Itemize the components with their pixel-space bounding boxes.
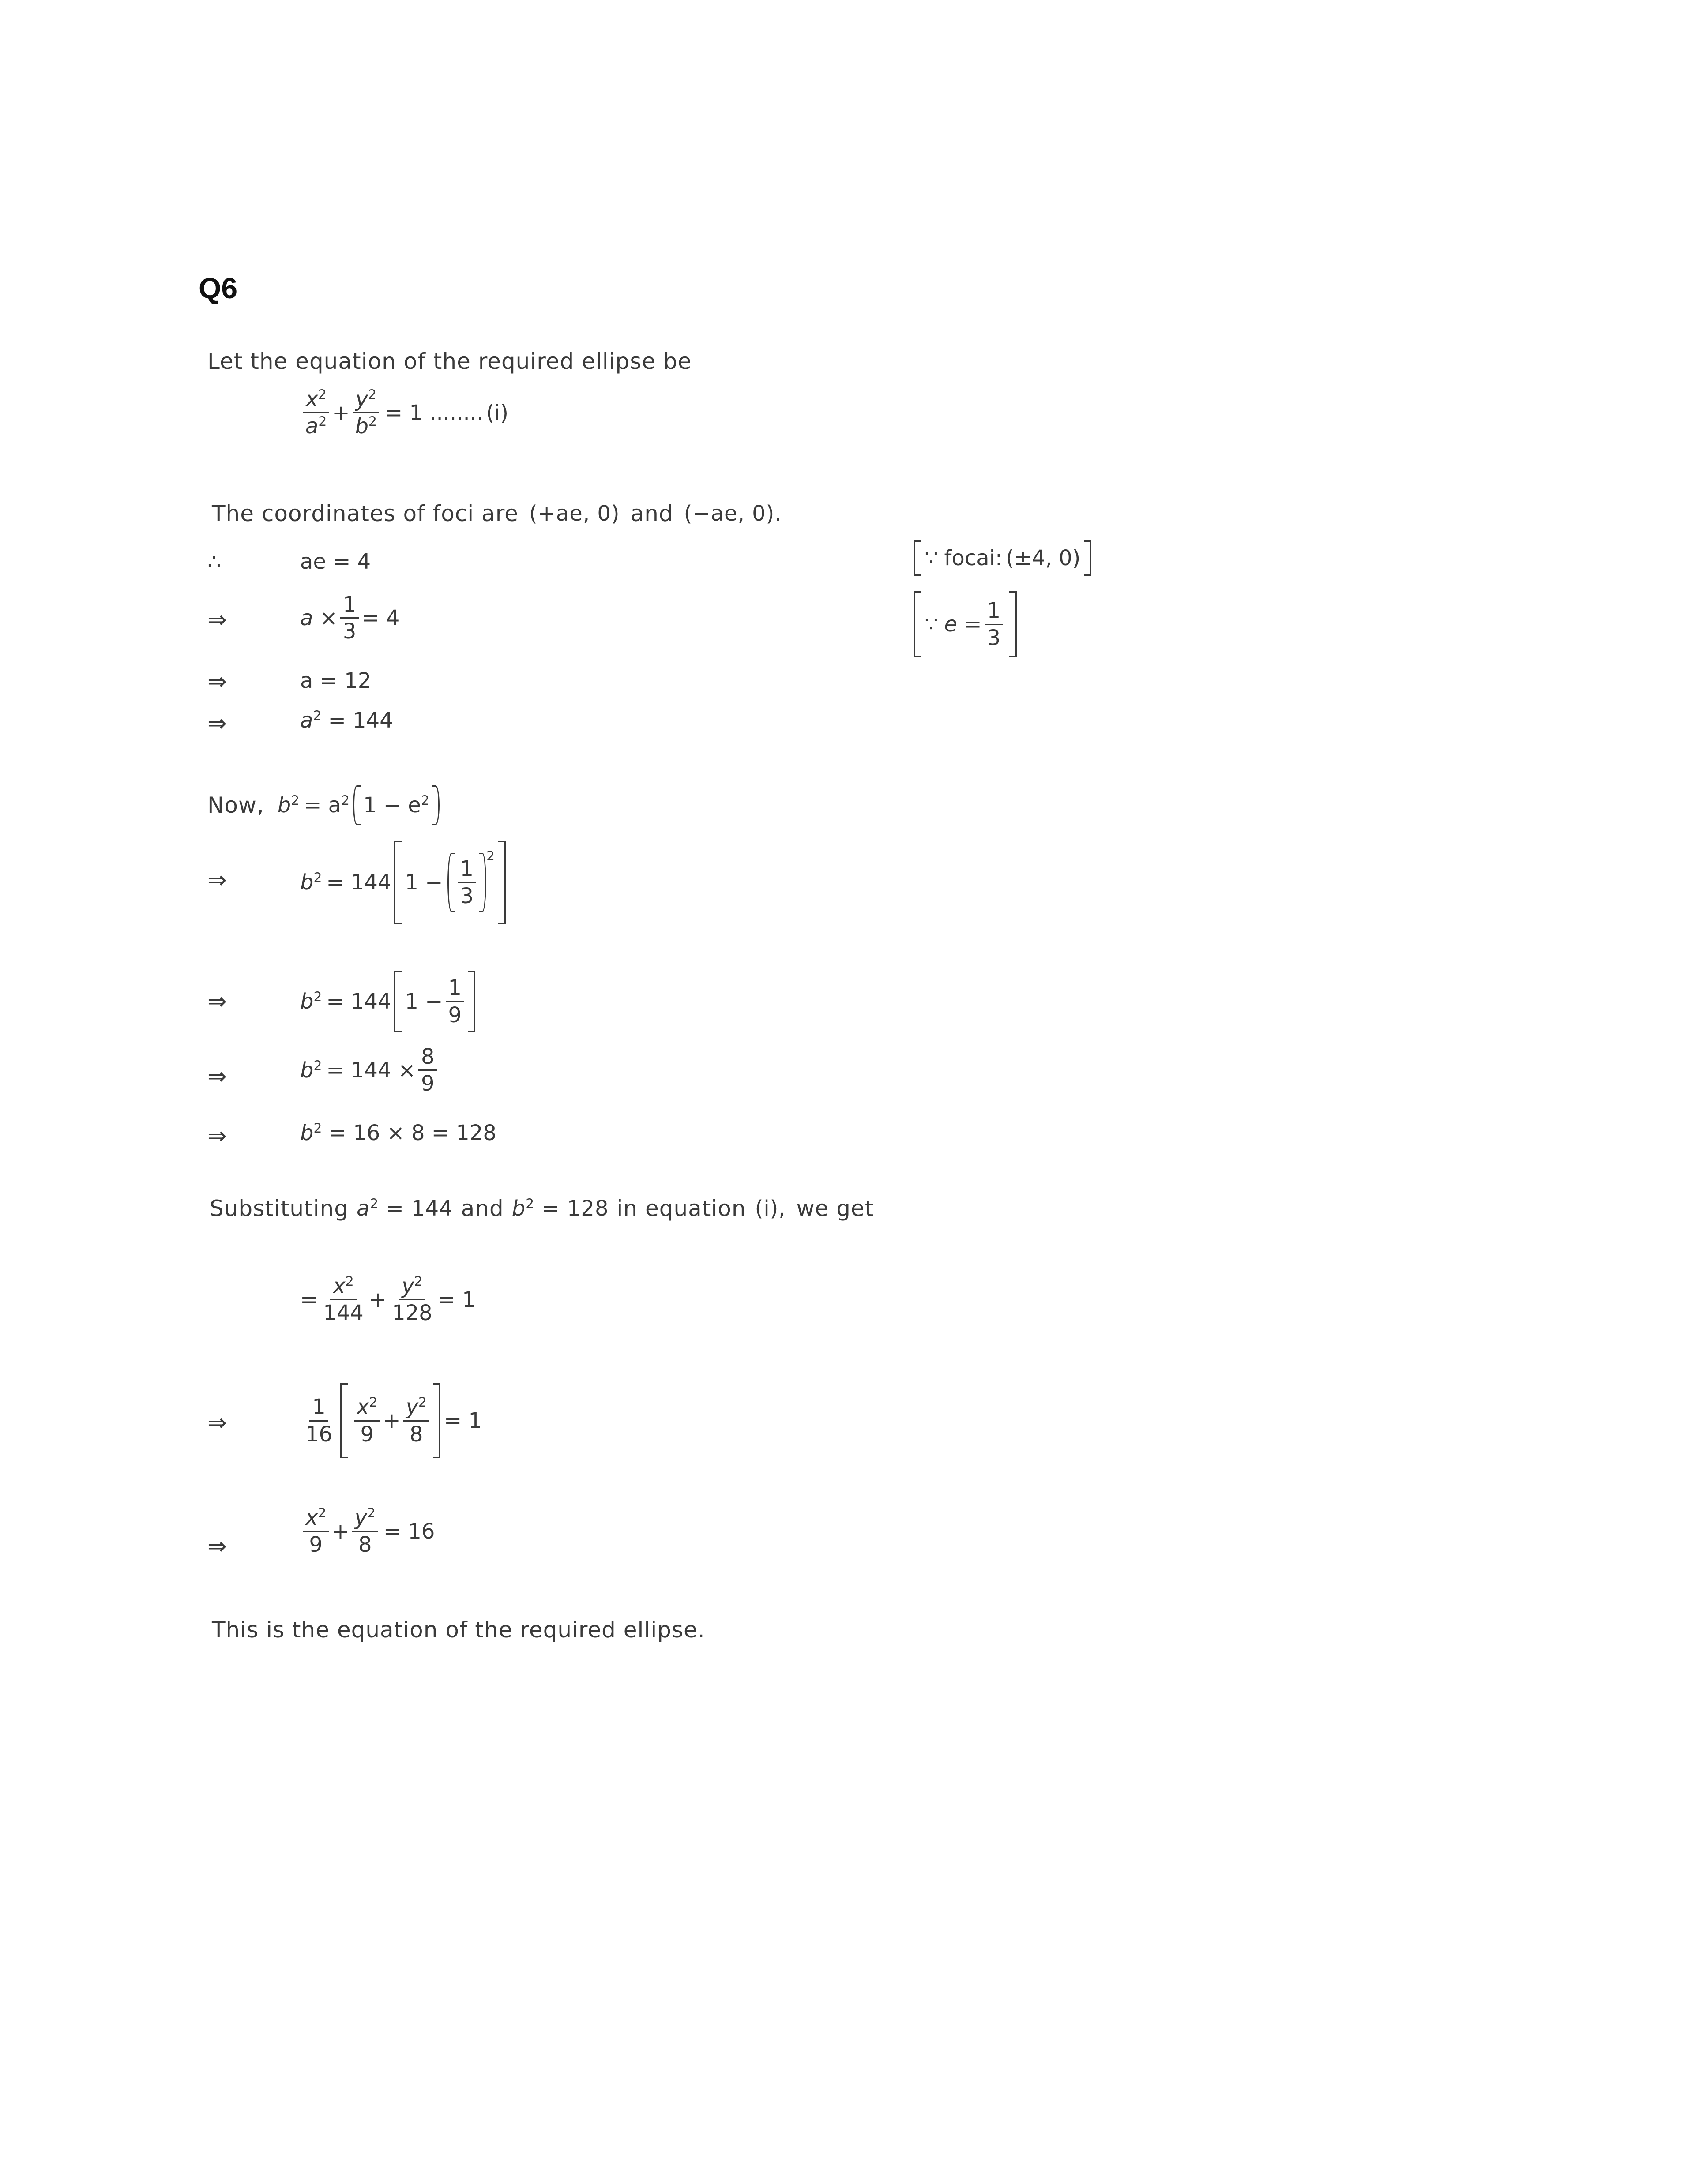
implies-arrow: ⇒ — [207, 668, 227, 695]
implies-arrow: ⇒ — [207, 1123, 227, 1149]
step-ae: ae = 4 — [300, 549, 371, 574]
final-equation: $\frac{x^2}{9}$ + $\frac{y^2}{8}$ = 16 — [300, 1507, 435, 1556]
result-equation-1: = $\frac{x^2}{144}$ + $\frac{y^2}{128}$ = 1 — [300, 1274, 476, 1326]
therefore-symbol: ∴ — [207, 549, 221, 574]
step-b2-result: $b^2 = 16 \times 8 = 128$ — [300, 1121, 496, 1145]
reason-foci: ∵ focai: (±4, 0) — [914, 540, 1091, 576]
step-a12: a = 12 — [300, 668, 372, 693]
ellipse-equation-i: $\frac{x^2}{a^2}$ + $\frac{y^2}{b^2}$ = 1 ........ (i) — [300, 388, 508, 438]
implies-arrow: ⇒ — [207, 1063, 227, 1090]
equation-tag: (i) — [486, 400, 509, 425]
step-b2-simplify: $b^2$ = 144 1 − $\frac{1}{9}$ — [300, 971, 475, 1032]
result-equation-2: $\frac{1}{16}$ $\frac{x^2}{9}$ + $\frac{y^2}{8}$ = 1 — [300, 1383, 482, 1458]
step-a-times-third: a × $\frac{1}{3}$ = 4 — [300, 592, 400, 644]
question-title: Q6 — [199, 272, 238, 304]
substitution-sentence: Substituting $a^2 = 144$ and $b^2 = 128$ in equation (i), we get — [210, 1196, 874, 1221]
implies-arrow: ⇒ — [207, 607, 227, 633]
foci-sentence: The coordinates of foci are (+ae, 0) and (−ae, 0). — [212, 501, 782, 526]
implies-arrow: ⇒ — [207, 867, 227, 893]
step-b2-times: $b^2$ = 144 × $\frac{8}{9}$ — [300, 1046, 440, 1095]
step-a-squared: $a^2 = 144$ — [300, 708, 393, 733]
implies-arrow: ⇒ — [207, 988, 227, 1015]
step-b2-substitute: $b^2$ = 144 1 − $\frac{1}{3}$ 2 — [300, 841, 506, 924]
implies-arrow: ⇒ — [207, 1410, 227, 1436]
implies-arrow: ⇒ — [207, 1533, 227, 1560]
reason-e: ∵ e = $\frac{1}{3}$ — [914, 591, 1017, 657]
intro-text: Let the equation of the required ellipse be — [207, 349, 692, 374]
now-line: Now, $b^2$ = $a^2$ $1 - e^2$ — [207, 785, 440, 825]
implies-arrow: ⇒ — [207, 710, 227, 737]
conclusion-text: This is the equation of the required ellipse. — [212, 1617, 705, 1643]
